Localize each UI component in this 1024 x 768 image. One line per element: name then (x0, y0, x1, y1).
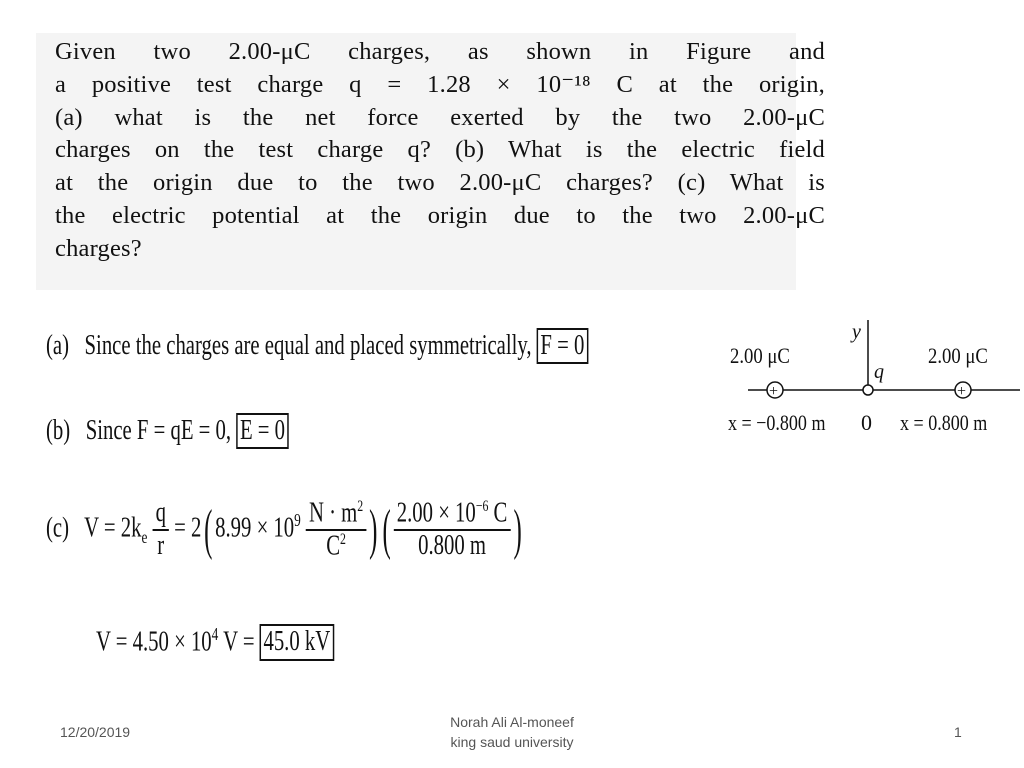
unit-numerator: N · m (308, 497, 358, 529)
charge-over-distance (394, 498, 511, 562)
page-number: 1 (954, 724, 962, 740)
problem-line: a positive test charge q = 1.28 × 10⁻¹⁸ C at the origin, (55, 70, 825, 98)
left-position-label: x = −0.800 m (728, 411, 826, 436)
solution-c (46, 498, 524, 562)
fraction-numerator (394, 498, 511, 531)
solution-b-text: Since F = qE = 0, (85, 415, 232, 446)
unit-fraction (306, 498, 366, 562)
author-name: Norah Ali Al-moneef (450, 714, 574, 730)
left-paren: ( (382, 499, 392, 562)
q-over-r (153, 498, 169, 562)
exponent: 2 (357, 498, 364, 515)
origin-label: 0 (861, 410, 872, 435)
exponent: 9 (294, 510, 301, 531)
part-label: (b) (46, 415, 71, 446)
potential-formula: V = 2k (84, 512, 142, 544)
solution-a-text: Since the charges are equal and placed symmetrically, (84, 330, 532, 361)
institution-name: king saud university (450, 734, 574, 750)
problem-line: the electric potential at the origin due to the two 2.00-μC (55, 201, 825, 229)
result-lhs: V = 4.50 × 10 (96, 626, 212, 658)
charge-value: 2.00 × 10 (396, 497, 476, 529)
problem-line: (a) what is the net force exerted by the two 2.00-μC (55, 103, 825, 131)
problem-line: at the origin due to the two 2.00-μC charges? (c) What is (55, 169, 825, 197)
unit-denominator: C (326, 530, 341, 562)
potential-result (96, 624, 334, 661)
test-charge-marker (863, 385, 873, 395)
fraction-denominator (306, 531, 366, 562)
charge-diagram (720, 318, 1020, 448)
times-two: = 2 (174, 512, 202, 544)
y-axis-label: y (852, 321, 861, 343)
problem-statement (55, 36, 825, 266)
k-subscript: e (141, 527, 148, 548)
fraction-denominator: r (157, 530, 165, 562)
plus-sign: + (957, 383, 967, 400)
solution-b (46, 413, 289, 449)
right-paren: ) (368, 499, 378, 562)
test-charge-label: q (874, 361, 884, 383)
charge-unit: C (488, 497, 508, 529)
plus-sign: + (769, 383, 779, 400)
solution-a (46, 328, 588, 364)
right-paren: ) (513, 499, 522, 562)
exponent: 4 (211, 624, 219, 644)
coulomb-constant: 8.99 × 10 (215, 512, 295, 544)
problem-line: charges? (55, 234, 142, 262)
answer-box-field: E = 0 (236, 413, 288, 449)
fraction-numerator (306, 498, 366, 531)
answer-box-force: F = 0 (537, 328, 588, 364)
part-label: (a) (46, 330, 69, 361)
right-position-label: x = 0.800 m (900, 411, 988, 436)
answer-box-potential: 45.0 kV (260, 624, 334, 660)
exponent: −6 (475, 498, 489, 516)
problem-line: charges on the test charge q? (b) What is the electric field (55, 136, 825, 164)
fraction-numerator: q (153, 498, 169, 531)
footer-author (412, 712, 612, 752)
fraction-denominator: 0.800 m (418, 530, 487, 562)
right-charge-label: 2.00 μC (928, 344, 988, 369)
result-unit: V = (218, 626, 255, 658)
left-charge-label: 2.00 μC (730, 344, 790, 369)
exponent: 2 (340, 531, 346, 549)
left-paren: ( (204, 499, 213, 562)
part-label: (c) (46, 512, 69, 544)
footer-date: 12/20/2019 (60, 724, 131, 740)
problem-line: Given two 2.00-μC charges, as shown in Figure and (55, 38, 825, 65)
